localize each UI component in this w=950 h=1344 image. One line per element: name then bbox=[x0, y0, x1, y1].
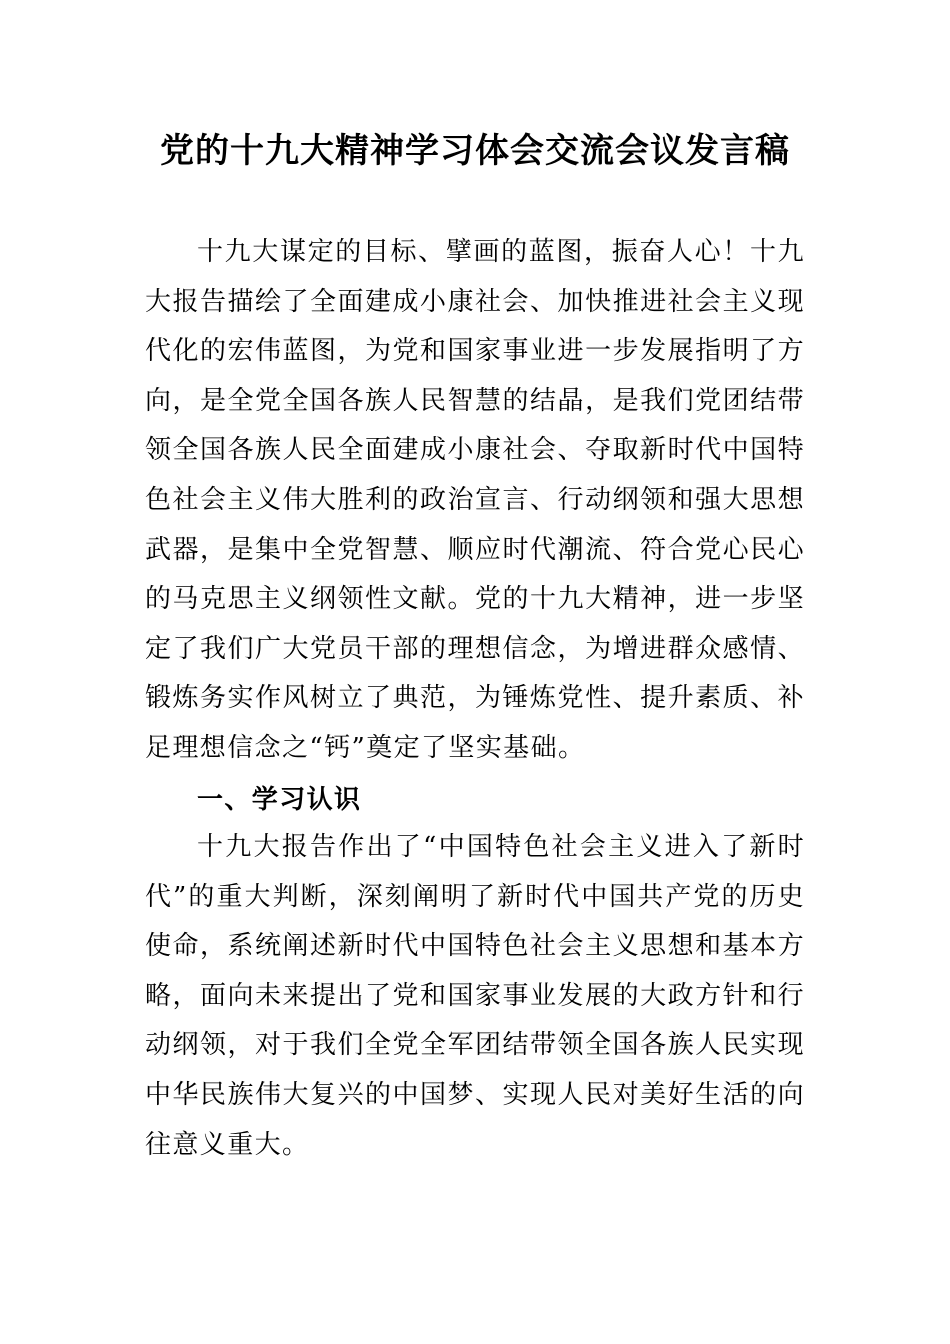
section-paragraph: 十九大报告作出了“中国特色社会主义进入了新时代”的重大判断，深刻阐明了新时代中国共产党的历史使命，系统阐述新时代中国特色社会主义思想和基本方略，面向未来提出了党和国家事业发展的大政方针和行动纲领，对于我们全党全军团结带领全国各族人民实现中华民族伟大复兴的中国梦、实现人民对美好生活的向往意义重大。 bbox=[145, 832, 805, 1160]
document-title: 党的十九大精神学习体会交流会议发言稿 bbox=[160, 131, 790, 171]
section-heading: 一、学习认识 bbox=[197, 785, 362, 815]
intro-paragraph: 十九大谋定的目标、擘画的蓝图，振奋人心！十九大报告描绘了全面建成小康社会、加快推进社会主义现代化的宏伟蓝图，为党和国家事业进一步发展指明了方向，是全党全国各族人民智慧的结晶，是我们党团结带领全国各族人民全面建成小康社会、夺取新时代中国特色社会主义伟大胜利的政治宣言、行动纲领和强大思想武器，是集中全党智慧、顺应时代潮流、符合党心民心的马克思主义纲领性文献。党的十九大精神，进一步坚定了我们广大党员干部的理想信念，为增进群众感情、锻炼务实作风树立了典范，为锤炼党性、提升素质、补足理想信念之“钙”奠定了坚实基础。 bbox=[145, 237, 805, 763]
